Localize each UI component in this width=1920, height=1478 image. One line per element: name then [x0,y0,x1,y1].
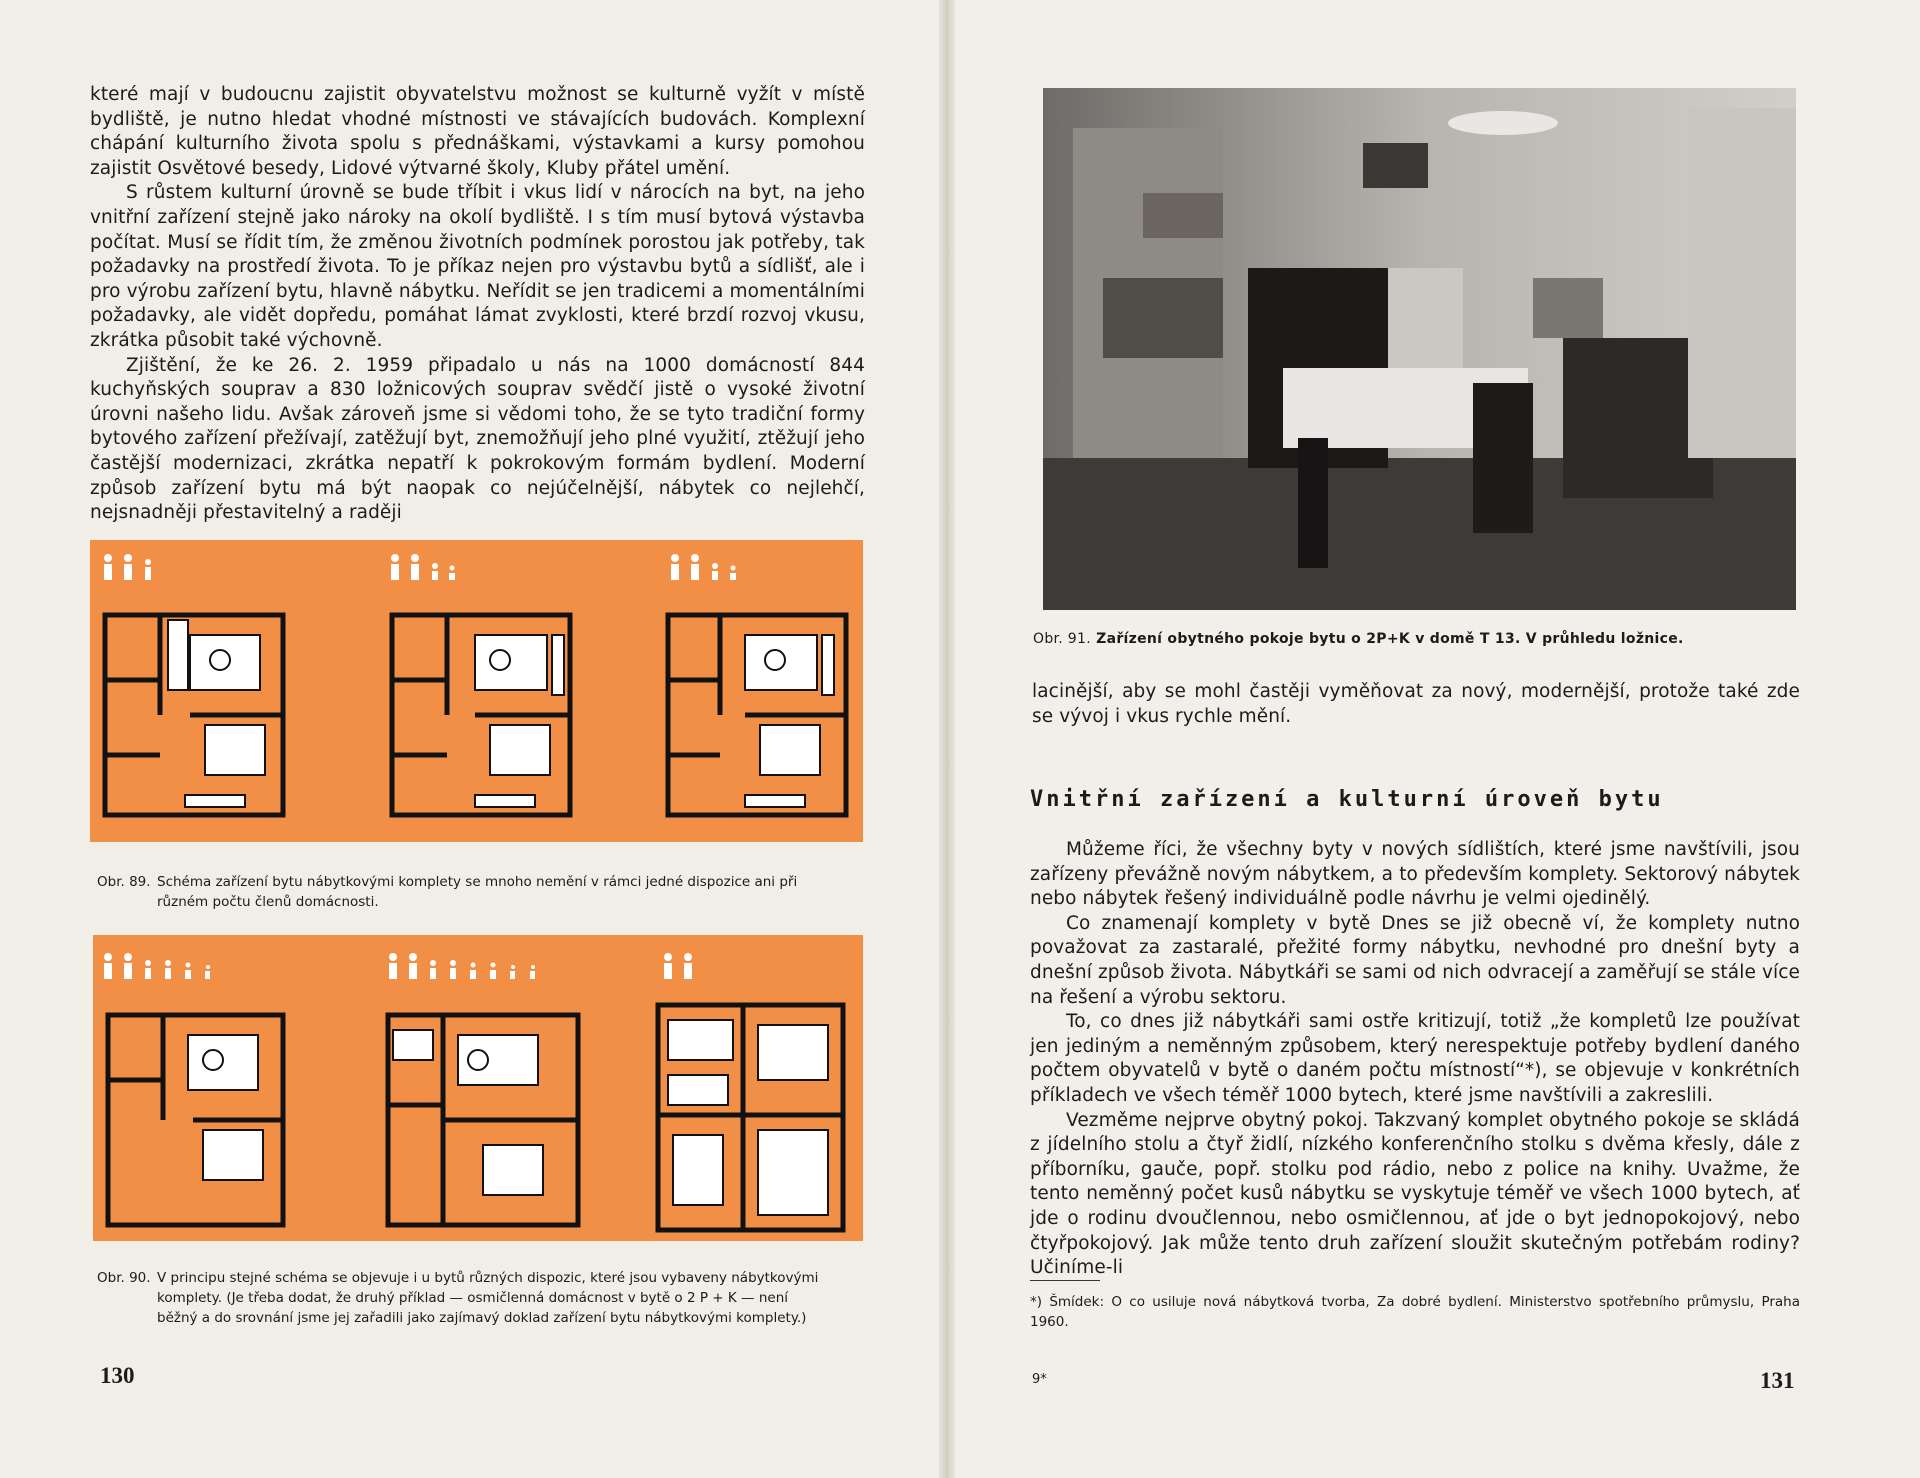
household-icons-3 [671,554,736,580]
caption-89-line-2: různém počtu členů domácnosti. [157,894,379,910]
footnote-rule [1030,1280,1100,1281]
right-paragraph-2: Co znamenají komplety v bytě Dnes se již obecně ví, že komplety nutno považovat za zastaralé, přežité formy nábytku, nevhodné pro dnešní byty a dnešní způsob života. Nábytkáři se sami od nich odvracejí a zaměřují se stále více na řešení a výrobu sektoru. [1030,912,1800,1008]
right-page-number: 131 [1760,1368,1795,1393]
continuation-paragraph: lacinější, aby se mohl častěji vyměňovat za nový, modernější, protože také zde se vývoj i vkus rychle mění. [1032,681,1800,727]
right-paragraph-3: To, co dnes již nábytkáři sami ostře kritizují, totiž „že kompletů lze používat jen jediným a neměnným způsobem, který nerespektuje potřeby bydlení daného počtem obyvatelů v bytě o daném počtu místností“*), se objevuje v konkrétních příkladech ve všech téměř 1000 bytech, které jsme navštívili a zakreslili. [1030,1011,1800,1106]
left-paragraph-3: Zjištění, že ke 26. 2. 1959 připadalo u nás na 1000 domácností 844 kuchyňských souprav a 830 ložnicových souprav svědčí jistě o vysoké životní úrovni našeho lidu. Avšak zároveň jsme si vědomi toho, že se tyto tradiční formy bytového zařízení přežívají, zatěžují byt, znemožňují jeho plné využití, ztěžují jeho častější modernizaci, zkrátka nepatří k pokrokovým formám bydlení. Moderní způsob zařízení bytu má být naopak co nejúčelnější, nábytek co nejlehčí, nejsnadněji přestavitelný a raději [90,354,865,524]
right-body-text [1030,838,1800,1281]
caption-figure-90 [97,1268,872,1328]
figure-90-floor-plans [93,935,863,1241]
caption-91-label: Obr. 91. [1033,631,1091,647]
right-paragraph-1: Můžeme říci, že všechny byty v nových sídlištích, které jsme navštívili, jsou zařízeny převážně novým nábytkem, a to především komplety. Sektorový nábytek nebo nábytek řešený individuálně podle návrhu je velmi ojedinělý. [1030,839,1800,910]
left-body-text [90,83,865,526]
floor-plans-illustration-89 [90,540,863,842]
floor-plans-illustration-90 [93,935,863,1241]
living-room-photo [1043,88,1796,610]
household-icons-row [104,953,692,979]
right-paragraph-4: Vezměme nejprve obytný pokoj. Takzvaný komplet obytného pokoje se skládá z jídelního stolu a čtyř židlí, nízkého konferenčního stolku s dvěma křesly, dále z příborníku, gauče, popř. stolku pod rádio, nebo z police na knihy. Uvažme, že tento neměnný počet kusů nábytku se vyskytuje téměř ve všech 1000 bytech, ať jde o rodinu dvoučlennou, nebo osmičlennou, ať jde o byt jednopokojový, nebo čtyřpokojový. Jak může tento druh zařízení sloužit skutečným potřebám rodiny? Učiníme-li [1030,1109,1800,1279]
signature-mark: 9* [1032,1372,1047,1387]
footnote: *) Šmídek: O co usiluje nová nábytková tvorba, Za dobré bydlení. Ministerstvo spotřebního průmyslu, Praha 1960. [1030,1294,1800,1330]
household-icons-1 [104,554,151,580]
caption-89-label: Obr. 89. [97,874,151,890]
right-continuation-text [1032,680,1800,729]
figure-89-floor-plans [90,540,863,842]
left-page-number: 130 [100,1363,135,1388]
caption-figure-89 [97,872,872,912]
caption-90-line-2: komplety. (Je třeba dodat, že druhý příklad — osmičlenná domácnost v bytě o 2 P + K — není [157,1290,789,1306]
caption-89-line-1: Schéma zařízení bytu nábytkovými komplety se mnoho nemění v rámci jedné dispozice ani při [157,874,798,890]
caption-90-label: Obr. 90. [97,1270,151,1286]
book-gutter [939,0,955,1478]
caption-figure-91 [1033,629,1803,649]
household-icons-2 [391,554,455,580]
figure-91-photo [1043,88,1796,610]
left-paragraph-2: S růstem kulturní úrovně se bude tříbit i vkus lidí v nárocích na byt, na jeho vnitřní zařízení stejně jako nároky na okolí bydliště. I s tím musí bytová výstavba počítat. Musí se řídit tím, že změnou životních podmínek porostou jak potřeby, tak požadavky na prostředí života. To je příkaz nejen pro výstavbu bytů a sídlišť, ale i pro výrobu zařízení bytu, hlavně nábytku. Neřídit se jen tradicemi a momentálními požadavky, ale vidět dopředu, pomáhat lámat zvyklosti, které brzdí rozvoj vkusu, zkrátka působit také výchovně. [90,182,865,351]
left-paragraph-1: které mají v budoucnu zajistit obyvatelstvu možnost se kulturně vyžít v místě bydliště, je nutno hledat vhodné místnosti ve stávajících budovách. Komplexní chápání kulturního života spolu s přednáškami, výstavkami a kursy pomohou zajistit Osvětové besedy, Lidové výtvarné školy, Kluby přátel umění. [90,84,865,179]
caption-91-text: Zařízení obytného pokoje bytu o 2P+K v domě T 13. V průhledu ložnice. [1096,631,1684,647]
caption-90-line-3: běžný a do srovnání jsme jej zařadili jako zajímavý doklad zařízení bytu nábytkovými komplety.) [157,1310,807,1326]
caption-90-line-1: V principu stejné schéma se objevuje i u bytů různých dispozic, které jsou vybaveny nábytkovými [157,1270,819,1286]
section-heading: Vnitřní zařízení a kulturní úroveň bytu [1030,787,1664,812]
